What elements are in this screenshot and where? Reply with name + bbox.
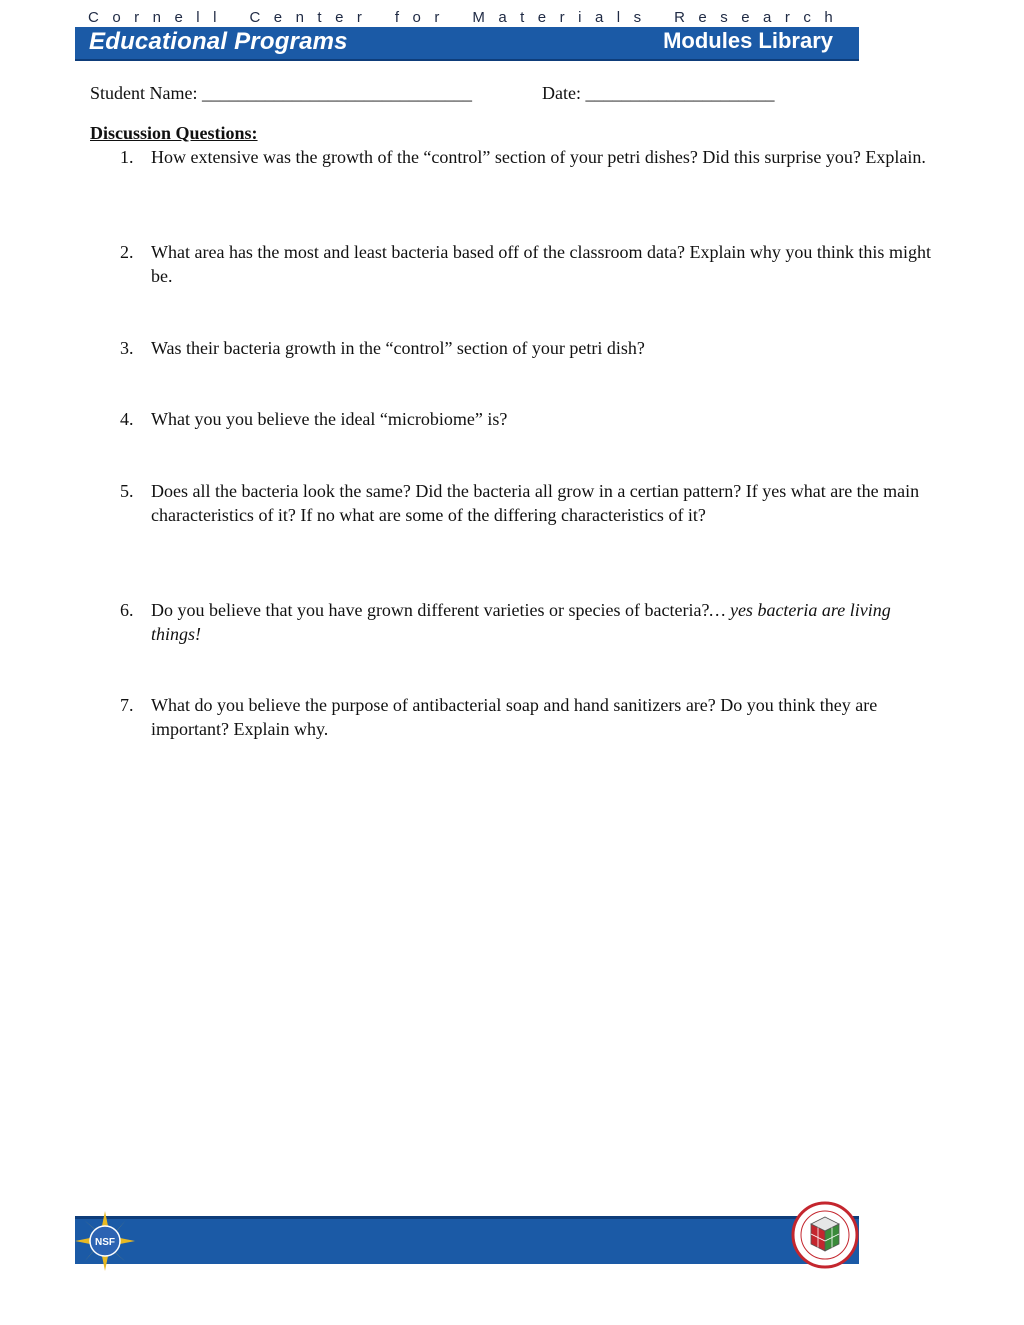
org-name-letter: e <box>698 8 707 26</box>
org-name-letter: C <box>88 8 99 26</box>
org-name-letter: n <box>152 8 161 26</box>
org-name-letter: e <box>741 8 750 26</box>
org-name-letter: e <box>537 8 547 26</box>
org-name-letter: l <box>213 8 217 26</box>
header-modules-library: Modules Library <box>663 28 833 53</box>
student-name-field <box>90 83 472 104</box>
org-name-letter: a <box>594 8 604 26</box>
org-name-letter: s <box>633 8 642 26</box>
org-name-letter: t <box>520 8 525 26</box>
org-name-letter: n <box>295 8 304 26</box>
student-name-blank: ______________________________ <box>201 83 472 103</box>
org-name-letter: r <box>434 8 440 26</box>
org-name-letter: e <box>174 8 183 26</box>
org-name-letter: R <box>674 8 685 26</box>
org-name-letter: l <box>616 8 621 26</box>
date-blank: _____________________ <box>585 83 775 103</box>
org-name-letter: r <box>559 8 565 26</box>
org-name-letter: t <box>317 8 322 26</box>
question-number: 6. <box>120 600 134 620</box>
org-name-letter: h <box>824 8 833 26</box>
org-name-letter: o <box>412 8 421 26</box>
question-number: 1. <box>120 147 134 167</box>
student-name-label: Student Name: <box>90 83 198 103</box>
org-name-letter: r <box>356 8 362 26</box>
footer-bar <box>75 1216 859 1264</box>
org-name-letter: o <box>112 8 121 26</box>
question-number: 4. <box>120 409 134 429</box>
org-name-letter: r <box>784 8 790 26</box>
org-name-letter: c <box>803 8 811 26</box>
org-name-letter: i <box>578 8 582 26</box>
date-label: Date: <box>542 83 581 103</box>
section-title: Discussion Questions: <box>90 123 258 143</box>
org-name-letter: f <box>394 8 400 26</box>
question-number: 5. <box>120 481 134 501</box>
question-text: What area has the most and least bacteria based off of the classroom data? Explain why you think this might be. <box>151 242 931 286</box>
question-text: Do you believe that you have grown different varieties or species of bacteria?… yes bacteria are living things! <box>151 600 891 644</box>
org-name-letter: e <box>273 8 283 26</box>
question-number: 7. <box>120 695 134 715</box>
header-educational-programs: Educational Programs <box>89 28 348 55</box>
org-name-letter: M <box>472 8 485 26</box>
question-text: Does all the bacteria look the same? Did the bacteria all grow in a certian pattern? If yes what are the main characteristics of it? If no what are some of the differing characteristics of it? <box>151 481 920 525</box>
question-aside: … yes bacteria are living things! <box>151 600 891 644</box>
header-bar <box>75 27 859 61</box>
question-text: What do you believe the purpose of antibacterial soap and hand sanitizers are? Do you think they are important? Explain why. <box>151 695 878 739</box>
question-text: How extensive was the growth of the “control” section of your petri dishes? Did this surprise you? Explain. <box>151 147 926 167</box>
question-number: 2. <box>120 242 134 262</box>
org-name-letter: a <box>498 8 507 26</box>
org-name-letter: C <box>249 8 261 26</box>
date-field <box>542 83 774 104</box>
question-text: Was their bacteria growth in the “control” section of your petri dish? <box>151 338 645 358</box>
org-name-banner <box>88 7 833 27</box>
question-text: What you you believe the ideal “microbiome” is? <box>151 409 508 429</box>
org-name-letter: s <box>720 8 728 26</box>
nsf-logo-text: NSF <box>95 1237 115 1248</box>
org-name-letter: e <box>335 8 344 26</box>
org-name-letter: l <box>196 8 200 26</box>
ccmr-logo-icon <box>791 1201 859 1269</box>
org-name-letter: r <box>134 8 140 26</box>
nsf-logo-icon <box>75 1211 135 1271</box>
question-number: 3. <box>120 338 134 358</box>
org-name-letter: a <box>763 8 772 26</box>
